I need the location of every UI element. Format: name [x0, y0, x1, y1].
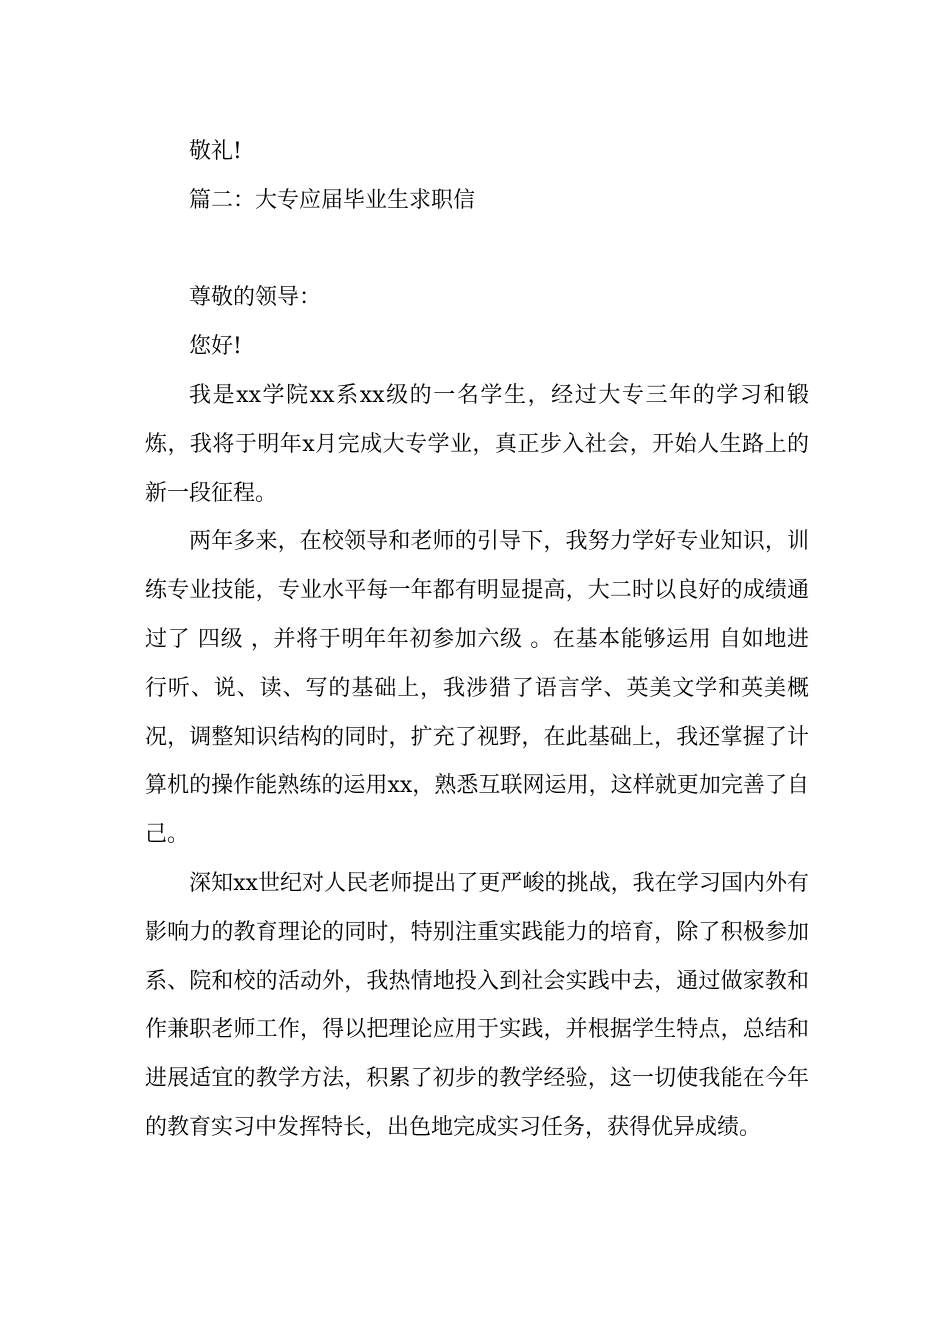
salutation: 尊敬的领导：	[189, 285, 322, 311]
closing-line: 敬礼!	[189, 139, 242, 164]
body-paragraph-3: 深知xx世纪对人民老师提出了更严峻的挑战，我在学习国内外有影响力的教育理论的同时，特别注重实践能力的培育，除了积极参加系、院和校的活动外，我热情地投入到社会实践中去，通过做家教和作兼职老师工作，得以把理论应用于实践，并根据学生特点，总结和进展适宜的教学方法，积累了初步的教学经验，这一切使我能在今年的教育实习中发挥特长，出色地完成实习任务，获得优异成绩。	[145, 870, 809, 1140]
blank-line	[145, 226, 809, 275]
body-paragraph-1: 我是xx学院xx系xx级的一名学生，经过大专三年的学习和锻炼，我将于明年x月完成大专学业，真正步入社会，开始人生路上的新一段征程。	[145, 382, 809, 506]
greeting: 您好!	[189, 334, 242, 360]
section-title: 篇二：大专应届毕业生求职信	[189, 187, 476, 213]
document-body	[145, 128, 809, 1153]
body-paragraph-2: 两年多来，在校领导和老师的引导下，我努力学好专业知识，训练专业技能，专业水平每一年都有明显提高，大二时以良好的成绩通过了 四级 ，并将于明年年初参加六级 。在基本能够运用 自如地进行听、说、读、写的基础上，我涉猎了语言学、英美文学和英美概况，调整知识结构的同时，扩充了视野，在此基础上，我还掌握了计算机的操作能熟练的运用xx，熟悉互联网运用，这样就更加完善了自己。	[145, 529, 809, 848]
